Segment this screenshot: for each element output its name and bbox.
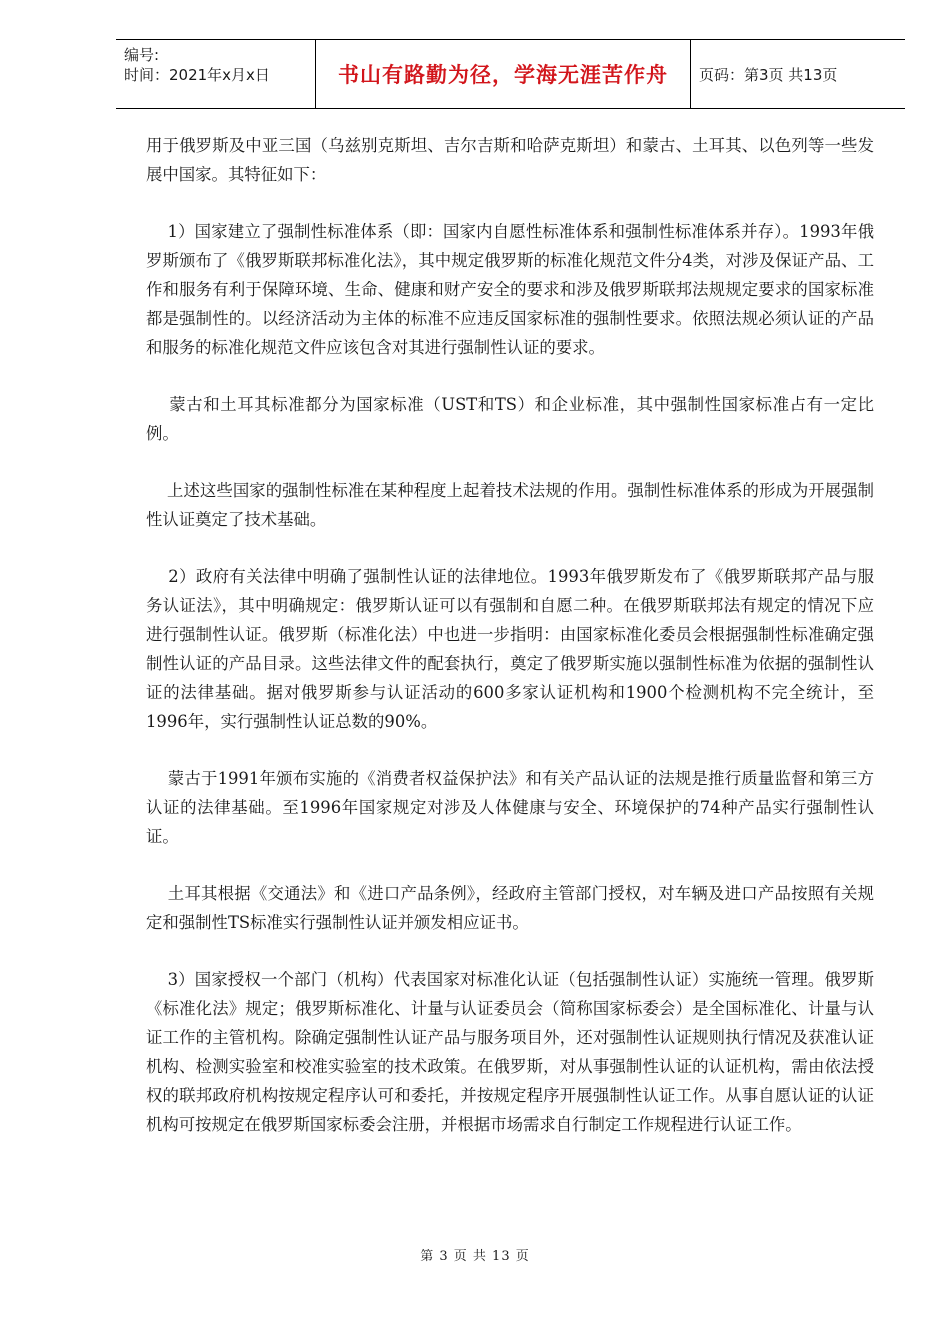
- paragraph: 3）国家授权一个部门（机构）代表国家对标准化认证（包括强制性认证）实施统一管理。俄罗斯《标准化法》规定；俄罗斯标准化、计量与认证委员会（简称国家标委会）是全国标准化、计量与认证工作的主管机构。除确定强制性认证产品与服务项目外，还对强制性认证规则执行情况及获准认证机构、检测实验室和校准实验室的技术政策。在俄罗斯，对从事强制性认证的认证机构，需由依法授权的联邦政府机构按规定程序认可和委托，并按规定程序开展强制性认证工作。从事自愿认证的认证机构可按规定在俄罗斯国家标委会注册，并根据市场需求自行制定工作规程进行认证工作。: [146, 970, 874, 1134]
- page-header: [116, 39, 905, 109]
- time-label: 时间：2021年x月x日: [124, 66, 270, 84]
- header-page-cell: [691, 40, 905, 108]
- paragraph: 蒙古和土耳其标准都分为国家标准（UST和TS）和企业标准，其中强制性国家标准占有一定比例。: [146, 395, 874, 443]
- serial-label: 编号:: [124, 46, 160, 64]
- paragraph: 蒙古于1991年颁布实施的《消费者权益保护法》和有关产品认证的法规是推行质量监督和第三方认证的法律基础。至1996年国家规定对涉及人体健康与安全、环境保护的74种产品实行强制性认证。: [146, 769, 874, 846]
- paragraph: 上述这些国家的强制性标准在某种程度上起着技术法规的作用。强制性标准体系的形成为开展强制性认证奠定了技术基础。: [146, 481, 874, 529]
- document-body: [146, 131, 874, 1139]
- motto-text: 书山有路勤为径，学海无涯苦作舟: [338, 63, 668, 87]
- paragraph: 土耳其根据《交通法》和《进口产品条例》，经政府主管部门授权，对车辆及进口产品按照有关规定和强制性TS标准实行强制性认证并颁发相应证书。: [146, 884, 874, 932]
- paragraph: 2）政府有关法律中明确了强制性认证的法律地位。1993年俄罗斯发布了《俄罗斯联邦产品与服务认证法》，其中明确规定：俄罗斯认证可以有强制和自愿二种。在俄罗斯联邦法有规定的情况下应进行强制性认证。俄罗斯（标准化法）中也进一步指明：由国家标准化委员会根据强制性标准确定强制性认证的产品目录。这些法律文件的配套执行，奠定了俄罗斯实施以强制性标准为依据的强制性认证的法律基础。据对俄罗斯参与认证活动的600多家认证机构和1900个检测机构不完全统计，至1996年，实行强制性认证总数的90%。: [146, 567, 875, 731]
- page-footer: 第 3 页 共 13 页: [420, 1249, 530, 1264]
- paragraph: 用于俄罗斯及中亚三国（乌兹别克斯坦、吉尔吉斯和哈萨克斯坦）和蒙古、土耳其、以色列等一些发展中国家。其特征如下：: [146, 136, 874, 184]
- page-label: 页码：第3页 共13页: [699, 65, 838, 84]
- header-info-cell: [116, 40, 316, 108]
- header-motto-cell: [316, 40, 691, 108]
- paragraph: 1）国家建立了强制性标准体系（即：国家内自愿性标准体系和强制性标准体系并存）。1993年俄罗斯颁布了《俄罗斯联邦标准化法》，其中规定俄罗斯的标准化规范文件分4类，对涉及保证产品、工作和服务有利于保障环境、生命、健康和财产安全的要求和涉及俄罗斯联邦法规规定要求的国家标准都是强制性的。以经济活动为主体的标准不应违反国家标准的强制性要求。依照法规必须认证的产品和服务的标准化规范文件应该包含对其进行强制性认证的要求。: [146, 222, 874, 357]
